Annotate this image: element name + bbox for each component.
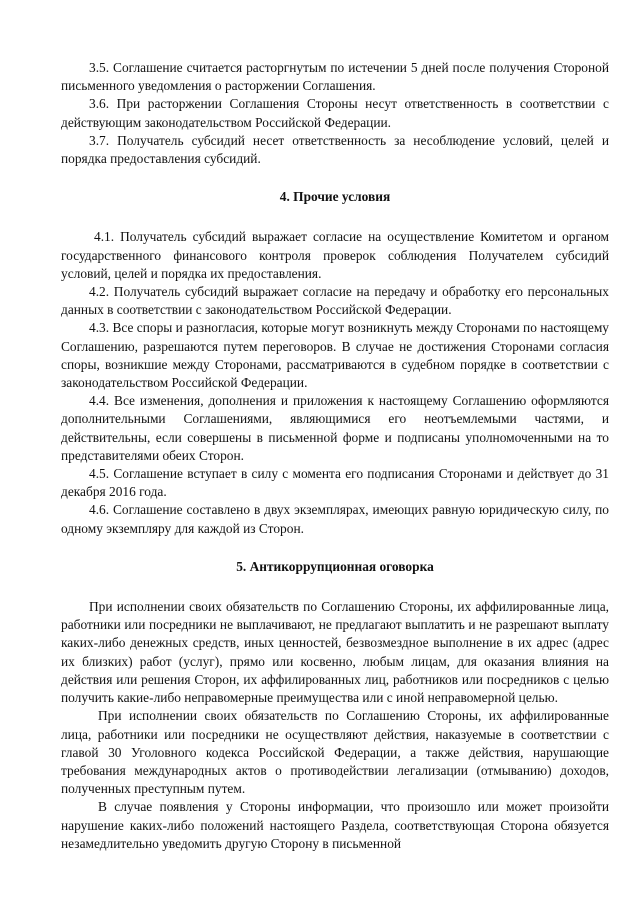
- clause-3-6: 3.6. При расторжении Соглашения Стороны несут ответственность в соответствии с действующим законодательством Российской Федерации.: [61, 96, 609, 130]
- clause-3-5: 3.5. Соглашение считается расторгнутым по истечении 5 дней после получения Стороной письменного уведомления о расторжении Соглашения.: [61, 60, 609, 94]
- clause-4-6: 4.6. Соглашение составлено в двух экземплярах, имеющих равную юридическую силу, по одному экземпляру для каждой из Сторон.: [61, 502, 609, 536]
- section-5-heading: 5. Антикоррупционная оговорка: [236, 558, 434, 574]
- clause-3-7: 3.7. Получатель субсидий несет ответственность за несоблюдение условий, целей и порядка предоставления субсидий.: [61, 132, 609, 167]
- clause-4-4: 4.4. Все изменения, дополнения и приложения к настоящему Соглашению оформляются дополнительными Соглашениями, являющимися его неотъемлемыми частями, и действительны, если совершены в письменной форме и подписаны уполномоченными на то представителями обеих Сторон.: [61, 393, 609, 463]
- anticorruption-paragraph-1: При исполнении своих обязательств по Соглашению Стороны, их аффилированные лица, работники или посредники не выплачивают, не предлагают выплатить и не разрешают выплату каких-либо денежных средств, иных ценностей, безвозмездное выполнение в их адрес (адрес их близких) работ (услуг), прямо или косвенно, любым лицам, для оказания влияния на действия или решения Сторон, их аффилированных лиц, работников или посредников с целью получить какие-либо неправомерные преимущества или с иной неправомерной целью.: [61, 599, 609, 706]
- spacer: [61, 576, 609, 598]
- spacer: [61, 206, 609, 228]
- spacer: [61, 538, 609, 558]
- clause-4-1: 4.1. Получатель субсидий выражает согласие на осуществление Комитетом и органом государственного финансового контроля проверок соблюдения Получателем субсидий условий, целей и порядка их предоставления.: [61, 229, 609, 281]
- anticorruption-paragraph-3: В случае появления у Стороны информации, что произошло или может произойти нарушение каких-либо положений настоящего Раздела, соответствующая Сторона обязуется незамедлительно уведомить другую Сторону в письменной: [61, 799, 609, 851]
- spacer: [61, 168, 609, 188]
- clause-4-3: 4.3. Все споры и разногласия, которые могут возникнуть между Сторонами по настоящему Соглашению, разрешаются путем переговоров. В случае не достижения Сторонами согласия споры, возникшие между Сторонами, рассматриваются в судебном порядке в соответствии с законодательством Российской Федерации.: [61, 320, 609, 391]
- clause-4-5: 4.5. Соглашение вступает в силу с момента его подписания Сторонами и действует до 31 декабря 2016 года.: [61, 466, 609, 500]
- clause-4-2: 4.2. Получатель субсидий выражает согласие на передачу и обработку его персональных данных в соответствии с законодательством Российской Федерации.: [61, 284, 609, 318]
- anticorruption-paragraph-2: При исполнении своих обязательств по Соглашению Стороны, их аффилированные лица, работники или посредники не осуществляют действия, наказуемые в соответствии с главой 30 Уголовного кодекса Российской Федерации, а также действия, нарушающие требования международных актов о противодействии легализации (отмыванию) доходов, полученных преступным путем.: [61, 708, 609, 797]
- section-4-heading: 4. Прочие условия: [279, 189, 391, 205]
